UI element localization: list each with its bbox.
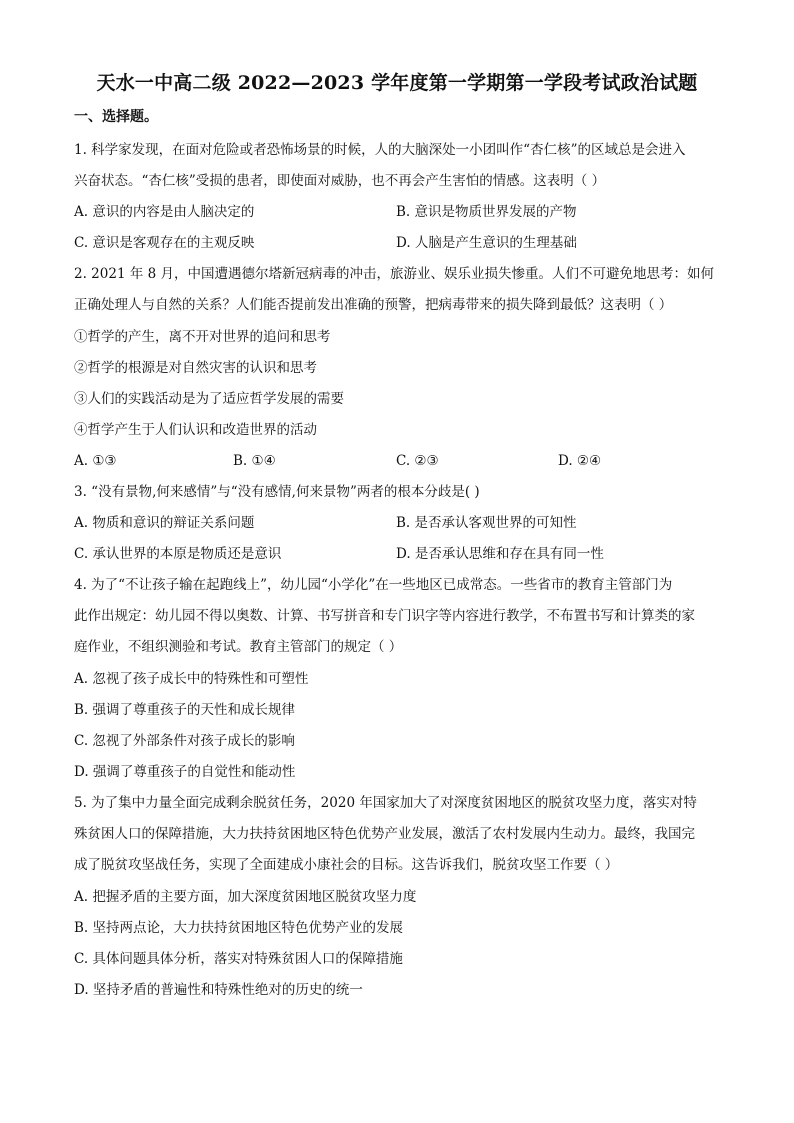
q1-stem-line-1: 1. 科学家发现，在面对危险或者恐怖场景的时候，人的大脑深处一小团叫作“杏仁核”的区域总是会进入 xyxy=(74,142,686,158)
section-heading: 一、选择题。 xyxy=(74,109,158,125)
q2-stem-line-2: 正确处理人与自然的关系？人们能否提前发出准确的预警，把病毒带来的损失降到最低？这表明（ ） xyxy=(74,297,673,313)
q5-option-b: B. 坚持两点论，大力扶持贫困地区特色优势产业的发展 xyxy=(74,920,404,936)
q4-stem-line-1: 4. 为了“不让孩子输在起跑线上”，幼儿园“小学化”在一些地区已成常态。一些省市的教育主管部门为 xyxy=(74,577,673,593)
q3-option-c: C. 承认世界的本原是物质还是意识 xyxy=(74,546,282,562)
q3-option-d: D. 是否承认思维和存在具有同一性 xyxy=(396,546,604,562)
q3-option-b: B. 是否承认客观世界的可知性 xyxy=(396,515,577,531)
q2-statement-2: ②哲学的根源是对自然灾害的认识和思考 xyxy=(74,360,317,376)
q4-option-c: C. 忽视了外部条件对孩子成长的影响 xyxy=(74,733,295,749)
q4-stem-line-3: 庭作业，不组织测验和考试。教育主管部门的规定（ ） xyxy=(74,639,403,655)
q2-option-d: D. ②④ xyxy=(558,453,602,469)
q2-statement-1: ①哲学的产生，离不开对世界的追问和思考 xyxy=(74,329,331,345)
q5-stem-line-3: 成了脱贫攻坚战任务，实现了全面建成小康社会的目标。这告诉我们，脱贫攻坚工作要（ ） xyxy=(74,857,619,873)
q1-option-b: B. 意识是物质世界发展的产物 xyxy=(396,204,577,220)
q1-option-d: D. 人脑是产生意识的生理基础 xyxy=(396,235,577,251)
q3-stem-line-1: 3. “没有景物,何来感情”与“没有感情,何来景物”两者的根本分歧是( ) xyxy=(74,484,480,500)
q4-option-d: D. 强调了尊重孩子的自觉性和能动性 xyxy=(74,764,296,780)
q2-statement-4: ④哲学产生于人们认识和改造世界的活动 xyxy=(74,422,317,438)
q5-stem-line-2: 殊贫困人口的保障措施，大力扶持贫困地区特色优势产业发展，激活了农村发展内生动力。最终，我国完 xyxy=(74,826,695,842)
q2-option-a: A. ①③ xyxy=(74,453,117,469)
q1-option-c: C. 意识是客观存在的主观反映 xyxy=(74,235,255,251)
q5-stem-line-1: 5. 为了集中力量全面完成剩余脱贫任务，2020 年国家加大了对深度贫困地区的脱贫攻坚力度，落实对特 xyxy=(74,795,697,811)
q1-option-a: A. 意识的内容是由人脑决定的 xyxy=(74,204,255,220)
q3-option-a: A. 物质和意识的辩证关系问题 xyxy=(74,515,255,531)
q5-option-d: D. 坚持矛盾的普遍性和特殊性绝对的历史的统一 xyxy=(74,982,363,998)
q2-statement-3: ③人们的实践活动是为了适应哲学发展的需要 xyxy=(74,391,344,407)
q2-option-b: B. ①④ xyxy=(233,453,276,469)
page-title: 天水一中高二级 2022—2023 学年度第一学期第一学段考试政治试题 xyxy=(96,72,698,94)
q5-option-c: C. 具体问题具体分析，落实对特殊贫困人口的保障措施 xyxy=(74,951,403,967)
q4-option-a: A. 忽视了孩子成长中的特殊性和可塑性 xyxy=(74,671,309,687)
q2-option-c: C. ②③ xyxy=(396,453,439,469)
q1-stem-line-2: 兴奋状态。“杏仁核”受损的患者，即使面对威胁，也不再会产生害怕的情感。这表明（ ） xyxy=(74,173,606,189)
q4-option-b: B. 强调了尊重孩子的天性和成长规律 xyxy=(74,702,296,718)
q4-stem-line-2: 此作出规定：幼儿园不得以奥数、计算、书写拼音和专门识字等内容进行教学，不布置书写和计算类的家 xyxy=(74,608,695,624)
q5-option-a: A. 把握矛盾的主要方面，加大深度贫困地区脱贫攻坚力度 xyxy=(74,889,417,905)
q2-stem-line-1: 2. 2021 年 8 月，中国遭遇德尔塔新冠病毒的冲击，旅游业、娱乐业损失惨重。人们不可避免地思考：如何 xyxy=(74,266,714,282)
